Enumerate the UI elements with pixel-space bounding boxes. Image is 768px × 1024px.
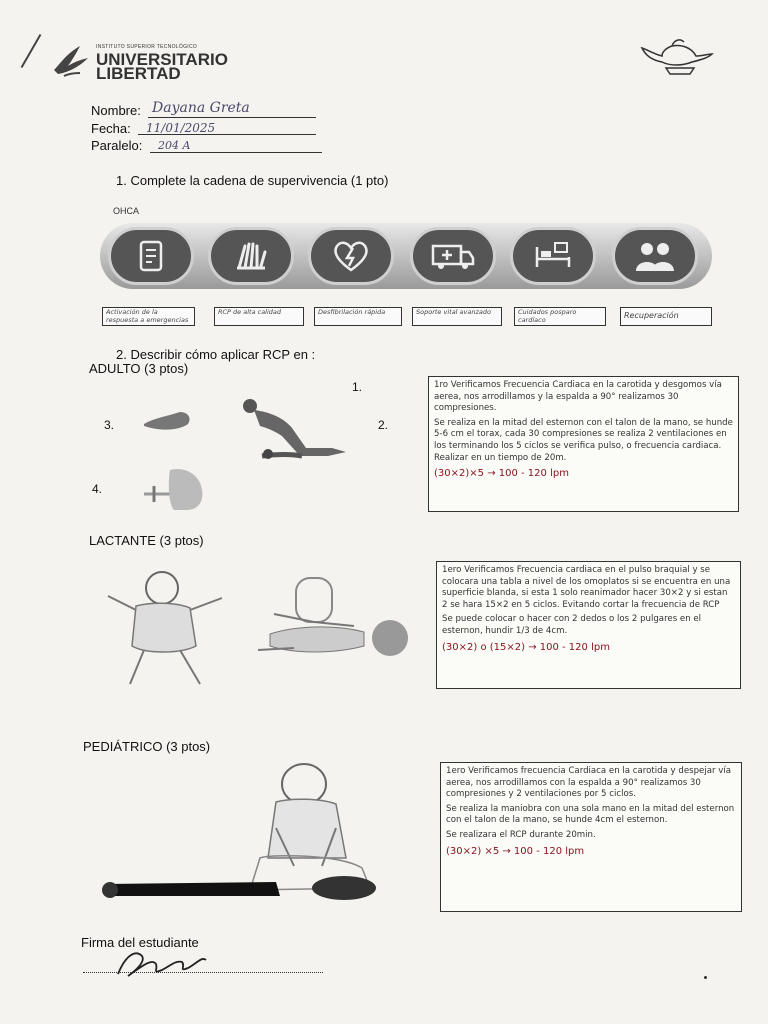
chain-label-6: Recuperación [620, 307, 712, 326]
adult-step-1: 1. [352, 380, 363, 394]
adult-answer-p1: 1ro Verificamos Frecuencia Cardiaca en la carotida y desgomos vía aerea, nos arrodillamos y la espalda a 90° realizamos 30 compresiones. [434, 380, 722, 414]
infant-formula: (30×2) o (15×2) → 100 - 120 lpm [442, 641, 610, 653]
question2-title: 2. Describir cómo aplicar RCP en : [116, 347, 316, 362]
pen-mark [21, 34, 42, 68]
chain-label-2: RCP de alta calidad [214, 307, 304, 326]
adult-check-illustration [140, 464, 210, 512]
adult-step-4: 4. [92, 482, 103, 496]
name-label: Nombre: [91, 103, 141, 118]
infant-answer-p1: 1ero Verificamos Frecuencia cardiaca en el pulso braquial y se colocara una tabla a nivel de los omoplatos si se encuentra en una superficie blanda, si esta 1 solo reanimador hacer 30×2 y si estan 2 se hara 15×2 en 5 ciclos. Evitando cortar la frecuencia de RCP [442, 565, 731, 610]
chain-label-4: Soporte vital avanzado [412, 307, 502, 326]
pediatric-label: PEDIÁTRICO (3 ptos) [83, 739, 211, 754]
student-signature [112, 946, 212, 980]
hospital-bed-icon [510, 227, 596, 285]
institute-line: INSTITUTO SUPERIOR TECNOLÓGICO [96, 44, 198, 50]
adult-label: ADULTO (3 ptos) [89, 361, 189, 376]
pediatric-answer-p1: 1ero Verificamos frecuencia Cardiaca en la carotida y despejar vía aerea, nos arrodillamos con la espalda a 90° realizamos 30 compresiones y 2 ventilaciones por 5 ciclos. [446, 766, 731, 800]
chain-label-1: Activación de la respuesta a emergencias [102, 307, 195, 326]
adult-step-3: 3. [104, 418, 115, 432]
phone-alert-icon [108, 227, 194, 285]
survival-chain [100, 223, 712, 289]
chain-label-5: Cuidados posparo cardíaco [514, 307, 606, 326]
logo-line2: LIBERTAD [96, 64, 181, 83]
bird-logo-icon [50, 40, 92, 80]
adult-hand-illustration [140, 408, 196, 434]
ambulance-icon [410, 227, 496, 285]
adult-answer-box [428, 376, 739, 512]
people-recovery-icon [612, 227, 698, 285]
name-line [148, 117, 316, 118]
group-line [150, 152, 322, 153]
pediatric-cpr-illustration [100, 758, 396, 908]
pediatric-formula: (30×2) ×5 → 100 - 120 lpm [446, 845, 585, 857]
adult-formula: (30×2)×5 → 100 - 120 lpm [434, 468, 569, 480]
infant-answer-p2: Se puede colocar o hacer con 2 dedos o los 2 pulgares en el esternon, hundir 1/3 de 4cm. [442, 614, 702, 636]
pediatric-answer-p3: Se realizara el RCP durante 20min. [446, 829, 596, 840]
adult-step-2: 2. [378, 418, 389, 432]
group-value: 204 A [158, 139, 191, 152]
adult-answer-p2: Se realiza en la mitad del esternon con el talon de la mano, se hunde 5-6 cm el torax, cada 30 compresiones se realiza 2 ventilaciones en los terminando los 5 ciclos se verifica pulso, o frecuencia cardiaca. Realizar en un tiempo de 20m. [434, 417, 733, 463]
stray-mark [704, 976, 707, 979]
signature-label: Firma del estudiante [81, 935, 199, 950]
genie-lamp-icon [636, 34, 716, 80]
ohca-tag: OHCA [113, 206, 140, 216]
pediatric-answer-p2: Se realiza la maniobra con una sola mano en la mitad del esternon con el talon de la mano, se hunde 4cm el esternon. [446, 803, 735, 826]
name-value: Dayana Greta [152, 100, 250, 116]
infant-illustration [100, 566, 232, 690]
heart-defibrillator-icon [308, 227, 394, 285]
question1-title: 1. Complete la cadena de supervivencia (1 pto) [116, 173, 389, 188]
pediatric-answer-box [440, 762, 742, 912]
infant-label: LACTANTE (3 ptos) [89, 533, 204, 548]
adult-cpr-illustration [236, 396, 356, 462]
date-value: 11/01/2025 [146, 121, 216, 135]
group-label: Paralelo: [91, 138, 143, 153]
infant-answer-box [436, 561, 741, 689]
infant-cpr-illustration [254, 574, 414, 660]
hands-cpr-icon [208, 227, 294, 285]
logo-line1: UNIVERSITARIO [96, 50, 228, 69]
date-label: Fecha: [91, 121, 131, 136]
chain-label-3: Desfibrilación rápida [314, 307, 402, 326]
